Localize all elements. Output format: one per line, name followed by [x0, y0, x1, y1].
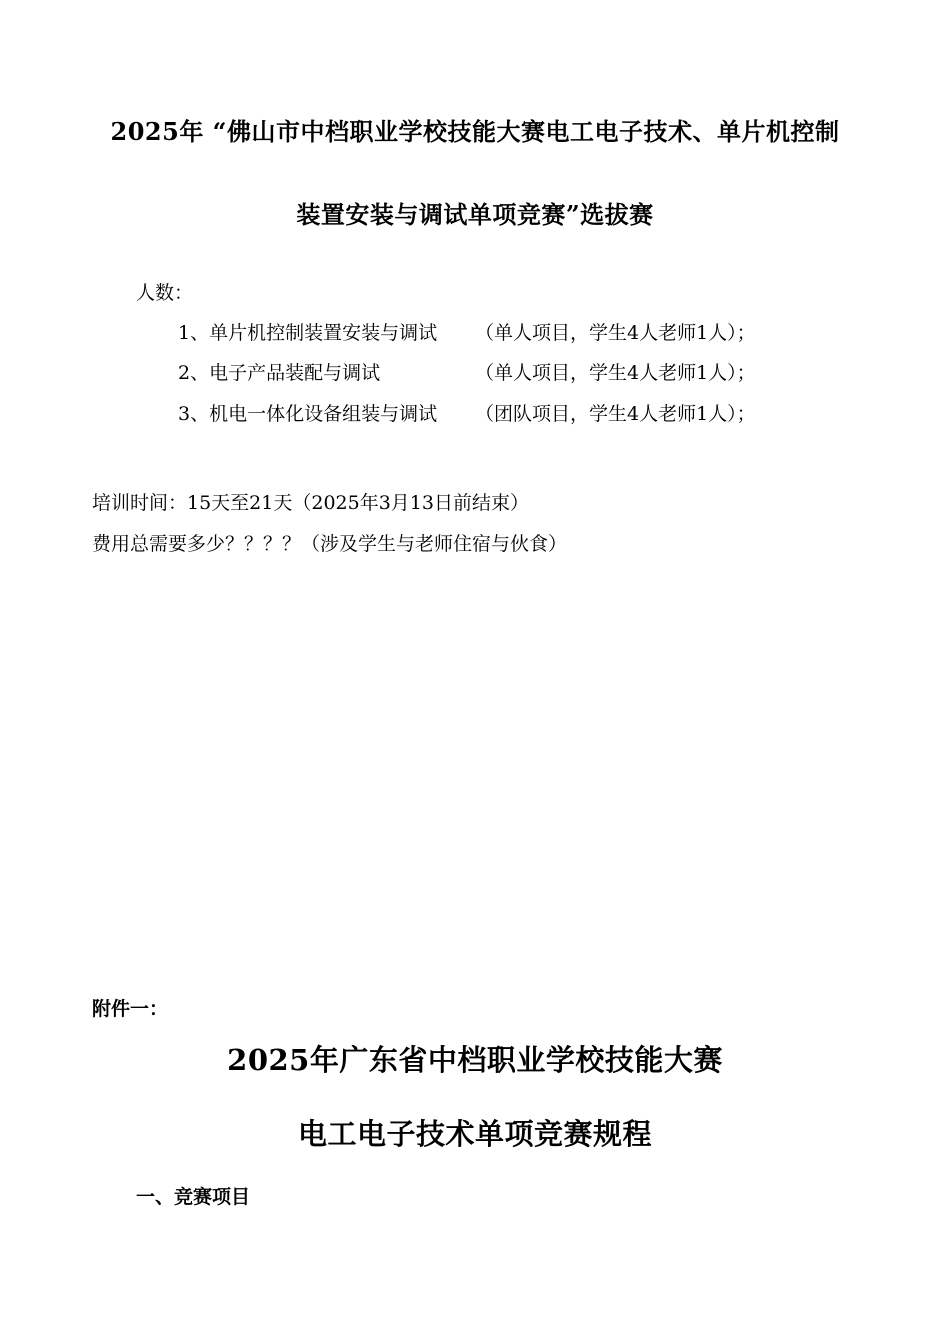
list-item-detail: （单人项目，学生4人老师1人）； [475, 362, 756, 384]
list-item-name: 2、电子产品装配与调试 [178, 362, 381, 384]
training-time: 培训时间：15天至21天（2025年3月13日前结束） [92, 492, 529, 514]
page-title-line-1: 2025年 “佛山市中档职业学校技能大赛电工电子技术、单片机控制 [110, 117, 840, 146]
page-title-line-2: 装置安装与调试单项竞赛”选拔赛 [296, 200, 654, 229]
section-heading-competition-items: 一、竞赛项目 [136, 1186, 251, 1208]
list-item [178, 358, 756, 385]
list-item-name: 3、机电一体化设备组装与调试 [178, 403, 438, 425]
list-item [178, 318, 756, 345]
training-cost: 费用总需要多少？？？？（涉及学生与老师住宿与伙食） [92, 533, 568, 555]
list-item-detail: （单人项目，学生4人老师1人）； [475, 322, 756, 344]
attachment-title-line-1: 2025年广东省中档职业学校技能大赛 [227, 1043, 723, 1077]
list-item [178, 399, 756, 426]
attachment-label: 附件一： [92, 998, 169, 1020]
list-item-detail: （团队项目，学生4人老师1人）； [475, 403, 756, 425]
attachment-title-line-2: 电工电子技术单项竞赛规程 [297, 1117, 652, 1151]
people-label: 人数： [136, 282, 194, 304]
list-item-name: 1、单片机控制装置安装与调试 [178, 322, 438, 344]
